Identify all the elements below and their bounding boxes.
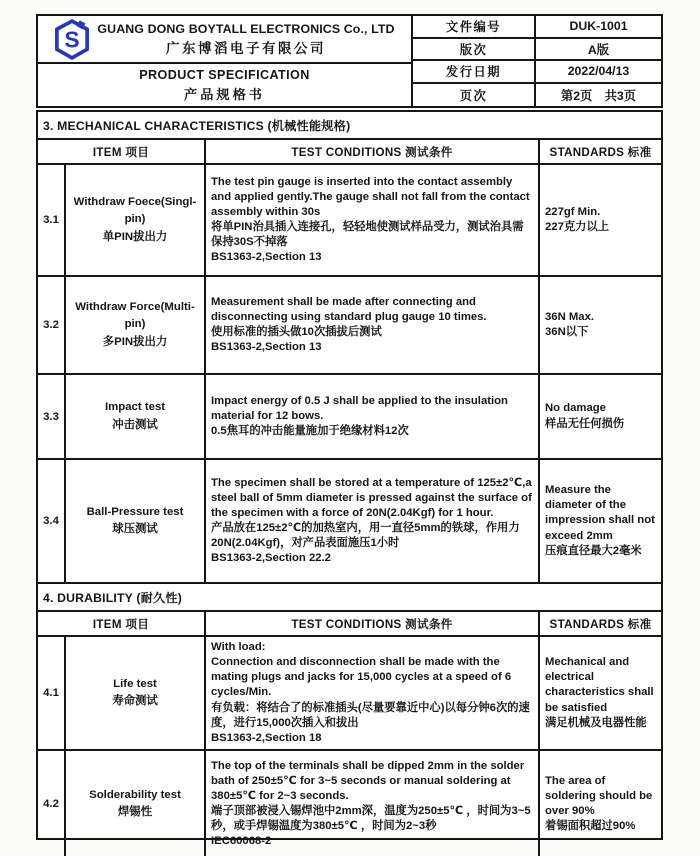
table-row-3-1 (38, 164, 661, 276)
document-header (36, 14, 663, 108)
item-name-en: Withdraw Force(Multi-pin) (75, 301, 195, 331)
condition-line: IEC60068-2 (211, 835, 272, 848)
table-row-3-3 (38, 374, 661, 459)
row-number: 4.2 (38, 750, 65, 856)
standard-line: 227克力以上 (545, 221, 610, 233)
section-3-title: 3. MECHANICAL CHARACTERISTICS (机械性能规格) (38, 112, 661, 140)
row-number: 3.3 (38, 374, 65, 459)
item-cell (65, 636, 205, 750)
item-name-cn: 单PIN拔出力 (102, 230, 168, 243)
section-4-title: 4. DURABILITY (耐久性) (38, 582, 661, 612)
revision-label: 版次 (413, 39, 536, 62)
table-row-3-4 (38, 459, 661, 582)
standard-line: Measure the diameter of the impression shall not exceed 2mm (545, 484, 655, 542)
condition-line: 产品放在125±2℃的加热室内，用一直径5mm的铁球，作用力20N(2.04Kgf)，对产品表面施压1小时 (211, 522, 520, 550)
standards-cell (539, 636, 661, 750)
item-cell (65, 164, 205, 276)
company-name-en: GUANG DONG BOYTALL ELECTRONICS Co., LTD (97, 21, 395, 36)
condition-line: Impact energy of 0.5 J shall be applied to the insulation material for 12 bows. (211, 394, 508, 422)
company-name-cn: 广东博滔电子有限公司 (165, 40, 326, 56)
conditions-cell (205, 164, 539, 276)
condition-line: BS1363-2,Section 18 (211, 731, 322, 744)
condition-line: Connection and disconnection shall be made with the mating plugs and jacks for 15,000 cycles at a speed of 6 cycles/Min. (211, 656, 512, 699)
standards-cell (539, 164, 661, 276)
item-name-cn: 焊锡性 (117, 805, 153, 818)
standard-line: The area of soldering should be over 90% (545, 774, 653, 817)
doc-title-block (38, 64, 411, 106)
item-name-en: Withdraw Foece(Singl-pin) (73, 196, 197, 226)
condition-line: Measurement shall be made after connecting and disconnecting using standard plug gauge 10 times. (211, 295, 487, 323)
item-cell (65, 459, 205, 582)
standard-line: 样品无任何损伤 (545, 417, 625, 430)
standards-cell (539, 374, 661, 459)
item-cell (65, 276, 205, 374)
logo-letter: S (64, 26, 81, 53)
issue-date-label: 发行日期 (413, 61, 536, 84)
item-name-en: Impact test (104, 401, 166, 414)
table-row-3-2 (38, 276, 661, 374)
standard-line: No damage (545, 402, 606, 415)
col-header-standards: STANDARDS 标准 (539, 612, 661, 636)
condition-line: 将单PIN治具插入连接孔，轻轻地使测试样品受力，测试治具需保持30S不掉落 (211, 221, 524, 249)
condition-line: With load: (211, 641, 266, 653)
section-3-header-row (38, 140, 661, 164)
table-row-4-1 (38, 636, 661, 750)
section-3-table (38, 140, 661, 582)
spec-body (36, 110, 663, 848)
condition-line: The specimen shall be stored at a temperature of 125±2℃,a steel ball of 5mm diameter is pressed against the surface of the specimen with a force of 20N(2.04Kgf) for 1 hour. (211, 476, 532, 519)
row-number: 3.2 (38, 276, 65, 374)
standard-line: 压痕直径最大2毫米 (545, 544, 642, 557)
standard-line: Mechanical and electrical characteristics shall be satisfied (545, 656, 654, 714)
doc-title-cn: 产品规格书 (184, 86, 265, 102)
standard-line: 着锡面积超过90% (545, 820, 636, 832)
conditions-cell (205, 750, 539, 856)
issue-date-value: 2022/04/13 (536, 61, 661, 84)
col-header-conditions: TEST CONDITIONS 测试条件 (205, 612, 539, 636)
company-names (97, 22, 394, 57)
condition-line: BS1363-2,Section 13 (211, 341, 322, 354)
item-name-en: Solderability test (89, 788, 181, 801)
item-cell (65, 750, 205, 856)
col-header-item: ITEM 项目 (38, 612, 205, 636)
doc-title-en: PRODUCT SPECIFICATION (139, 67, 310, 82)
standard-line: 227gf Min. (545, 205, 601, 218)
standard-line: 满足机械及电器性能 (545, 716, 647, 729)
condition-line: BS1363-2,Section 22.2 (211, 552, 331, 565)
item-name-cn: 寿命测试 (112, 694, 158, 707)
col-header-conditions: TEST CONDITIONS 测试条件 (205, 140, 539, 164)
standard-line: 36N以下 (545, 326, 589, 338)
page-number-label: 页次 (413, 84, 536, 107)
row-number: 3.4 (38, 459, 65, 582)
file-number-label: 文件编号 (413, 16, 536, 39)
doc-info-table (413, 16, 661, 106)
table-row-4-2 (38, 750, 661, 856)
condition-line: 使用标准的插头做10次插拔后测试 (211, 326, 382, 338)
item-cell (65, 374, 205, 459)
conditions-cell (205, 276, 539, 374)
condition-line: The top of the terminals shall be dipped 2mm in the solder bath of 250±5℃ for 3~5 seconds or manual soldering at 380±5℃ for 2~3 seconds. (211, 759, 525, 802)
item-name-cn: 冲击测试 (112, 418, 158, 431)
conditions-cell (205, 459, 539, 582)
col-header-standards: STANDARDS 标准 (539, 140, 661, 164)
conditions-cell (205, 374, 539, 459)
section-4-table (38, 612, 661, 856)
condition-line: 端子顶部被浸入锡焊池中2mm深，温度为250±5℃ ，时间为3~5秒，或手焊锡温度为380±5℃ ，时间为2~3秒 (211, 804, 531, 832)
item-name-en: Ball-Pressure test (86, 505, 184, 518)
row-number: 3.1 (38, 164, 65, 276)
standards-cell (539, 276, 661, 374)
item-name-en: Life test (113, 677, 157, 690)
company-logo-icon (54, 19, 90, 60)
condition-line: BS1363-2,Section 13 (211, 251, 322, 264)
col-header-item: ITEM 项目 (38, 140, 205, 164)
condition-line: The test pin gauge is inserted into the contact assembly and applied gently.The gauge shall not fall from the contact assembly within 30s (211, 175, 530, 218)
section-4-header-row (38, 612, 661, 636)
standards-cell (539, 459, 661, 582)
condition-line: 0.5焦耳的冲击能量施加于绝缘材料12次 (211, 425, 409, 438)
header-left (38, 16, 413, 106)
file-number-value: DUK-1001 (536, 16, 661, 39)
conditions-cell (205, 636, 539, 750)
row-number: 4.1 (38, 636, 65, 750)
standard-line: 36N Max. (545, 310, 594, 323)
revision-value: A版 (536, 39, 661, 62)
page-number-value: 第2页 共3页 (560, 88, 637, 103)
condition-line: 有负载：将结合了的标准插头(尽量要靠近中心)以每分钟6次的速度，进行15,000次插入和拔出 (211, 701, 530, 729)
company-block (38, 16, 411, 64)
item-name-cn: 多PIN拔出力 (102, 335, 168, 348)
standards-cell (539, 750, 661, 856)
item-name-cn: 球压测试 (112, 523, 158, 535)
